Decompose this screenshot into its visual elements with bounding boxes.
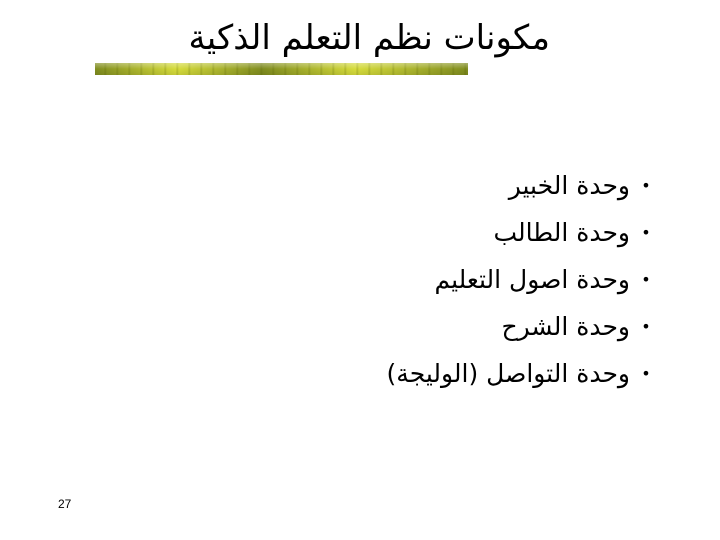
bullet-dot: • xyxy=(641,176,651,195)
bullet-item-student xyxy=(300,213,662,260)
title-underline-stripe xyxy=(95,63,468,75)
bullet-dot: • xyxy=(641,364,651,383)
bullet-text: وحدة الخبير xyxy=(508,171,630,200)
bullet-list xyxy=(300,166,662,401)
bullet-dot: • xyxy=(641,270,651,289)
bullet-text: وحدة التواصل (الوليجة) xyxy=(386,359,630,388)
bullet-dot: • xyxy=(641,317,651,336)
bullet-dot: • xyxy=(641,223,651,242)
slide-title: مكونات نظم التعلم الذكية xyxy=(188,18,550,58)
stripe-shine xyxy=(95,63,468,75)
page-number: 27 xyxy=(58,497,72,511)
bullet-item-explanation xyxy=(300,307,662,354)
bullet-text: وحدة اصول التعليم xyxy=(434,265,630,294)
bullet-text: وحدة الشرح xyxy=(501,312,630,341)
bullet-item-interface xyxy=(300,354,662,401)
bullet-item-expert xyxy=(300,166,662,213)
bullet-text: وحدة الطالب xyxy=(493,218,630,247)
bullet-item-pedagogy xyxy=(300,260,662,307)
